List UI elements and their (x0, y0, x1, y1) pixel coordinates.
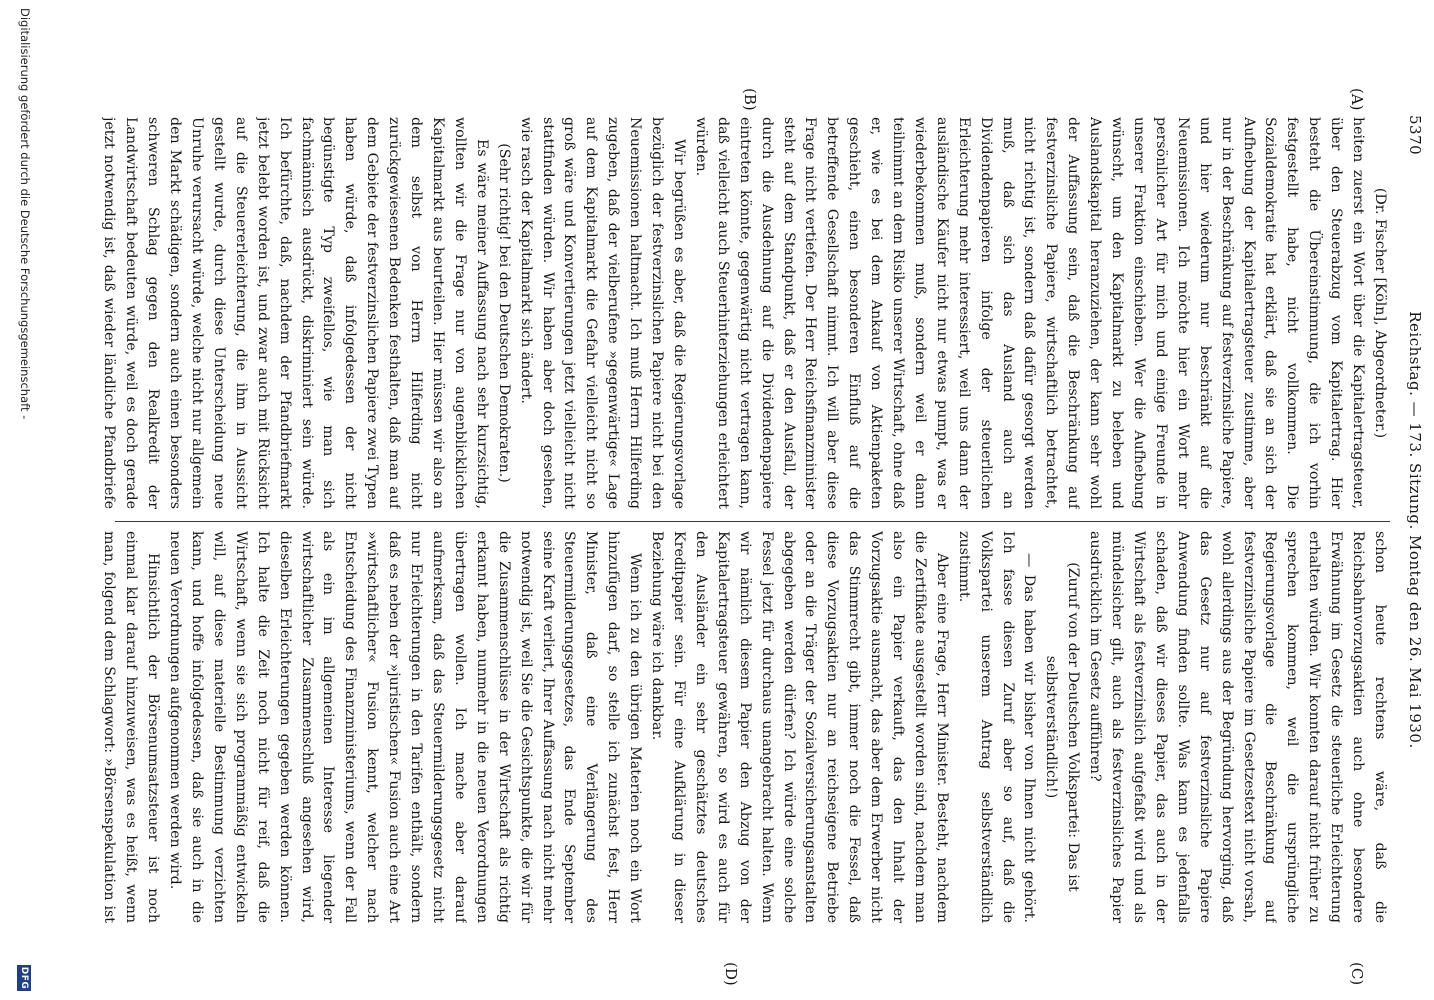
paragraph: Hinsichtlich der Börsenumsatzsteuer ist noch einmal klar darauf hinzuweisen, was es heißt, wenn man, folgend dem Schlagwort: »Börsenspekulation ist (101, 531, 162, 923)
interjection: (Sehr richtig! bei den Deutschen Demokraten.) (495, 143, 512, 483)
digitization-credit (12, 0, 34, 1000)
paragraph: Wir begrüßen es aber, daß die Regierungsvorlage bezüglich der festverzinslichen Papiere nicht bei den Neuemissionen haltmacht. Ich muß Herrn Hilferding zugeben, daß der vielberufene »gegenwärtige« Lage auf dem Kapitalmarkt die Gefahr vielleicht nicht so groß wäre und Konvertierungen jetzt vielleicht nicht stattfinden würden. Wir haben aber doch gesehen, wie rasch der Kapitalmarkt sich ändert. (517, 117, 687, 509)
column-divider (115, 521, 1390, 522)
margin-marker-b: (B) (741, 88, 759, 111)
paragraph: — Das haben wir bisher von Ihnen nicht gehört. Ich fasse diesen Zuruf aber so auf, daß die Volkspartei unserem Antrag selbstverständlich zustimmt. (955, 531, 1038, 923)
speaker-line: (Dr. Fischer [Köln], Abgeordneter.) (1372, 187, 1388, 439)
paragraph: Es wäre meiner Auffassung nach sehr kurzsichtig, wollten wir die Frage nur von augenblicklichen Kapitalmarkt aus beurteilen. Hier müssen wir also an dem selbst von Herrn Hilferding nicht zurückgewiesenen Bedenken festhalten, daß man auf dem Gebiete der festverzinslichen Papiere zwei Typen haben würde, daß infolgedessen der nicht begünstigte Typ zweifellos, wie man sich fachmännisch ausdrückt, diskriminiert sein würde. Ich befürchte, daß, nachdem der Pfandbriefmarkt jetzt belebt worden ist, und zwar auch mit Rücksicht auf die Steuererleichterung, die ihm in Aussicht gestellt wurde, durch diese Unterscheidung neue Unruhe verursacht würde, welche nicht nur allgemein den Markt schädigen, sondern auch einen besonders schweren Schlag gegen den Realkredit der Landwirtschaft bedeuten würde, weil es doch gerade jetzt notwendig ist, daß wieder ländliche Pfandbriefe (101, 117, 490, 509)
paragraph: Aber eine Frage, Herr Minister. Besteht, nachdem die Zertifikate ausgestellt worden sind, nachdem man also ein Papier verkauft, das den Inhalt der Vorzugsaktie ausmacht, das aber dem Erwerber nicht das Stimmrecht gibt, immer noch die Fessel, daß diese Vorzugsaktien nur an reichseigene Betriebe oder an die Träger der Sozialversicherungsanstalten abgegeben werden dürfen? Ich würde eine solche Fessel jetzt für durchaus unangebracht halten. Wenn wir nämlich diesem Papier den Abzug von der Kapitalertragsteuer gewähren, so wird es auch für den Ausländer ein sehr geschätztes deutsches Kreditpapier sein. Für eine Aufklärung in dieser Beziehung wäre ich dankbar. (649, 531, 950, 923)
page-header (1396, 115, 1424, 945)
paragraph: heiten zuerst ein Wort über die Kapitalertragsteuer, über den Steuerabzug vom Kapitalertrag. Hier besteht die Übereinstimmung, die ich vorhin festgestellt habe, nicht vollkommen. Die Sozialdemokratie hat erklärt, daß sie an sich der Aufhebung der Kapitalertragsteuer zustimme, aber nur in der Beschränkung auf festverzinsliche Papiere, und hier wiederum nur beschränkt auf die Neuemissionen. Ich möchte hier ein Wort mehr persönlicher Art für mich und einige Freunde in unserer Fraktion einschieben. Wer die Aufhebung wünscht, um den Kapitalmarkt zu beleben und Auslandskapital heranzuziehen, der kann sehr wohl der Auffassung sein, daß die Beschränkung auf festverzinsliche Papiere, wirtschaftlich betrachtet, nicht richtig ist, sondern daß dafür gesorgt werden muß, daß sich das Ausland auch an Dividendenpapieren infolge der steuerlichen Erleichterung mehr interessiert, weil uns dann der ausländische Käufer nicht nur etwas pumpt, was er wiederbekommen muß, sondern weil er dann teilnimmt an dem Risiko unserer Wirtschaft, ohne daß er, wie es bei dem Ankauf von Aktienpaketen geschieht, einen besonderen Einfluß auf die betreffende Gesellschaft nimmt. Ich will aber diese Frage nicht vertiefen. Der Herr Reichsfinanzminister steht auf dem Standpunkt, daß er den Ausfall, der durch die Ausdehnung auf die Dividendenpapiere eintreten könnte, gegenwärtig nicht vertragen kann, daß vielleicht auch Steuerhinterziehungen erleichtert würden. (692, 117, 1367, 509)
page-number: 5370 (1406, 115, 1424, 156)
interjection: (Zuruf von der Deutschen Volkspartei: Das ist selbstverständlich!) (1043, 562, 1082, 892)
paragraph: schon heute rechtens wäre, daß die Reichsbahnvorzugsaktien auch ohne besondere Erwähnung im Gesetz die steuerliche Erleichterung erhalten würden. Wir konnten darauf nicht früher zu sprechen kommen, weil die ursprüngliche Regierungsvorlage die Beschränkung auf festverzinsliche Papiere im Gesetzestext nicht vorsah, wohl allerdings aus der Begründung hervorging, daß das Gesetz nur auf festverzinsliche Papiere Anwendung finden sollte. Was kann es jedenfalls schaden, daß wir dieses Papier, das auch in der Wirtschaft als festverzinslich aufgefaßt wird und als mündelsicher gilt, auch als festverzinsliches Papier ausdrücklich im Gesetz aufführen? (1087, 531, 1388, 923)
left-column (100, 117, 1390, 509)
margin-marker-c: (C) (1348, 962, 1366, 986)
paragraph: Wenn ich zu den übrigen Materien noch ein Wort hinzufügen darf, so stelle ich zunächst fest, Herr Minister, daß eine Verlängerung des Steuermilderungsgesetzes, das Ende September seine Kraft verliert, Ihrer Auffassung nach nicht mehr notwendig ist, weil Sie die Gesichtspunkte, die wir für die Zusammenschlüsse in der Wirtschaft als richtig erkannt haben, nunmehr in die neuen Verordnungen übertragen wollen. Ich mache aber darauf aufmerksam, daß das Steuermilderungsgesetz nicht nur Erleichterungen in den Tarifen enthält, sondern daß es neben der »juristischen« Fusion auch eine Art »wirtschaftlicher« Fusion kennt, welcher nach Entscheidung des Finanzministeriums, wenn der Fall als ein im allgemeinen Interesse liegender wirtschaftlicher Zusammenschluß angesehen wird, dieselben Erleichterungen gegeben werden können. Ich halte die Zeit noch nicht für reif, daß die Wirtschaft, wenn sie sich programmäßig entwickeln will, auf diese materielle Bestimmung verzichten kann, und hoffe infolgedessen, daß sie auch in die neuen Verordnungen aufgenommen werden wird. (167, 531, 644, 923)
right-column (100, 531, 1390, 923)
credit-text: Digitalisierung gefördert durch die Deutsche Forschungsgemeinschaft - (18, 8, 32, 420)
dfg-logo: DFG (19, 966, 29, 990)
margin-marker-d: (D) (722, 962, 740, 986)
margin-marker-a: (A) (1348, 88, 1366, 111)
running-title: Reichstag. — 173. Sitzung. Montag den 26. Mai 1930. (1406, 311, 1424, 749)
